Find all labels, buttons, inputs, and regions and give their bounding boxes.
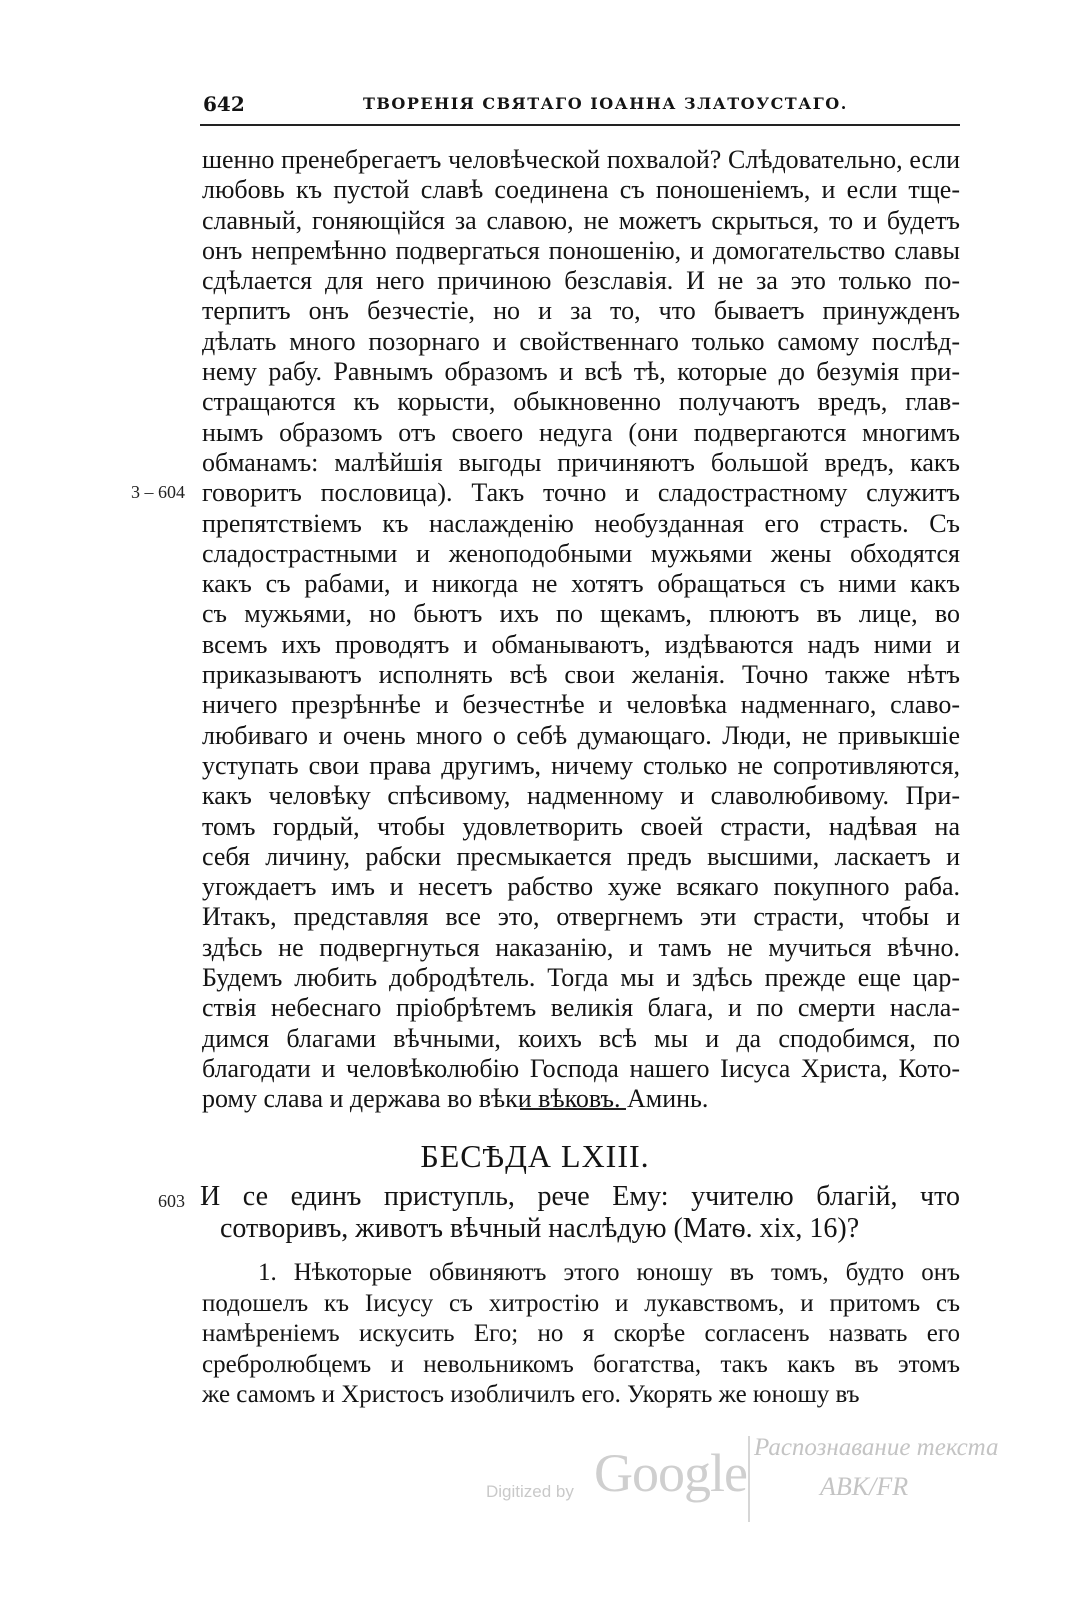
text-line: нему рабу. Равнымъ образомъ и всѣ тѣ, которые до безумія при- <box>202 357 960 387</box>
text-line: шенно пренебрегаетъ человѣческой похвалой? Слѣдовательно, если <box>202 145 960 174</box>
recognition-credit: ABK/FR <box>820 1472 909 1501</box>
text-line: сотворивъ, животъ вѣчный наслѣдую (Матѳ. xix, 16)? <box>220 1213 860 1244</box>
digitized-by-label: Digitized by <box>486 1482 574 1501</box>
text-line: здѣсь не подвергнуться наказанію, и тамъ не мучиться вѣчно. <box>202 932 960 962</box>
text-line: онъ непремѣнно подвергаться поношенію, и домогательство славы <box>202 235 960 265</box>
text-line: говоритъ пословица). Такъ точно и сладострастному служитъ <box>202 478 960 508</box>
text-line: 1. Нѣкоторые обвиняютъ этого юношу въ томъ, будто онъ <box>258 1259 960 1286</box>
scripture-quote <box>200 1181 960 1245</box>
text-line: благодати и человѣколюбію Господа нашего Іисуса Христа, Кото- <box>202 1053 960 1083</box>
text-line: нымъ образомъ отъ своего недуга (они подвергаются многимъ <box>202 417 960 447</box>
text-line: дѣлать много позорнаго и свойственнаго только самому послѣд- <box>202 326 960 356</box>
text-line: ствія небеснаго пріобрѣтемъ великія блага, и по смерти насла- <box>202 993 960 1023</box>
text-line: любиваго и очень много о себѣ думающаго. Люди, не привыкшіе <box>202 720 960 750</box>
text-line: намѣреніемъ искусить Его; но я скорѣе согласенъ назвать его <box>202 1320 960 1347</box>
text-line: себя личину, рабски пресмыкается предъ высшими, ласкаетъ и <box>202 841 960 871</box>
google-logo: Google <box>594 1443 747 1503</box>
text-line: приказываютъ исполнять всѣ свои желанія. Точно также нѣтъ <box>202 660 960 690</box>
text-line: съ мужьями, но бьютъ ихъ по щекамъ, плюютъ въ лице, во <box>202 599 960 629</box>
text-line: славный, гоняющійся за славою, не можетъ скрыться, то и будетъ <box>202 205 960 235</box>
text-line: Будемъ любить добродѣтель. Тогда мы и здѣсь прежде еще цар- <box>202 963 960 993</box>
text-line: сребролюбцемъ и невольникомъ богатства, такъ какъ въ этомъ <box>202 1350 960 1378</box>
text-line: томъ гордый, чтобы удовлетворить своей страсти, надѣвая на <box>202 811 960 841</box>
margin-note-603: 603 <box>158 1191 185 1211</box>
page-header <box>203 92 963 122</box>
text-line: терпитъ онъ безчестіе, но и за то, что бываетъ принужденъ <box>202 296 960 326</box>
text-line: Итакъ, представляя все это, отвергнемъ эти страсти, чтобы и <box>202 902 960 932</box>
text-line: уступать свои права другимъ, ничему столько не сопротивляются, <box>202 750 960 780</box>
section-divider <box>520 1108 626 1110</box>
page-number: 642 <box>203 92 245 116</box>
header-rule <box>200 124 960 126</box>
text-line: рому слава и держава во вѣки вѣковъ. Аминь. <box>202 1084 709 1114</box>
text-line: ничего презрѣннѣе и безчестнѣе и человѣка надменнаго, славо- <box>202 690 960 720</box>
text-line: угождаетъ имъ и несетъ рабство хуже всякаго покупного раба. <box>202 872 960 902</box>
text-line: сдѣлается для него причиною безславія. И не за это только по- <box>202 266 960 296</box>
watermark-divider <box>748 1436 750 1522</box>
body-text <box>202 145 960 1115</box>
text-line: какъ съ рабами, и никогда не хотятъ обращаться съ ними какъ <box>202 569 960 599</box>
text-line: всемъ ихъ проводятъ и обманываютъ, издѣваются надъ ними и <box>202 629 960 659</box>
margin-note-3-604: 3 – 604 <box>131 482 185 502</box>
text-line: обманамъ: малѣйшія выгоды причиняютъ большой вредъ, какъ <box>202 447 960 477</box>
digitization-watermark <box>486 1432 1046 1552</box>
text-line: же самомъ и Христосъ изобличилъ его. Укорять же юношу въ <box>202 1381 860 1408</box>
text-line: подошелъ къ Іисусу съ хитростію и лукавствомъ, и притомъ съ <box>202 1289 960 1317</box>
text-line: сладострастными и женоподобными мужьями жены обходятся <box>202 538 960 568</box>
text-line: препятствіемъ къ наслажденію необузданная его страсть. Съ <box>202 508 960 538</box>
text-line: димся благами вѣчными, коихъ всѣ мы и да сподобимся, по <box>202 1023 960 1053</box>
running-title: ТВОРЕНІЯ СВЯТАГО ІОАННА ЗЛАТОУСТАГО. <box>363 94 848 113</box>
text-line: И се единъ приступль, рече Ему: учителю благій, что <box>200 1181 960 1212</box>
recognition-label: Распознавание текста <box>754 1434 999 1461</box>
text-line: стращаются къ корысти, обыкновенно получаютъ вредъ, глав- <box>202 387 960 417</box>
text-line: любовь къ пустой славѣ соединена съ поношеніемъ, и если тще- <box>202 175 960 205</box>
text-line: какъ человѣку спѣсивому, надменному и славолюбивому. При- <box>202 781 960 811</box>
homily-title: БЕСѢДА LXIII. <box>420 1138 650 1174</box>
homily-body <box>202 1258 960 1411</box>
